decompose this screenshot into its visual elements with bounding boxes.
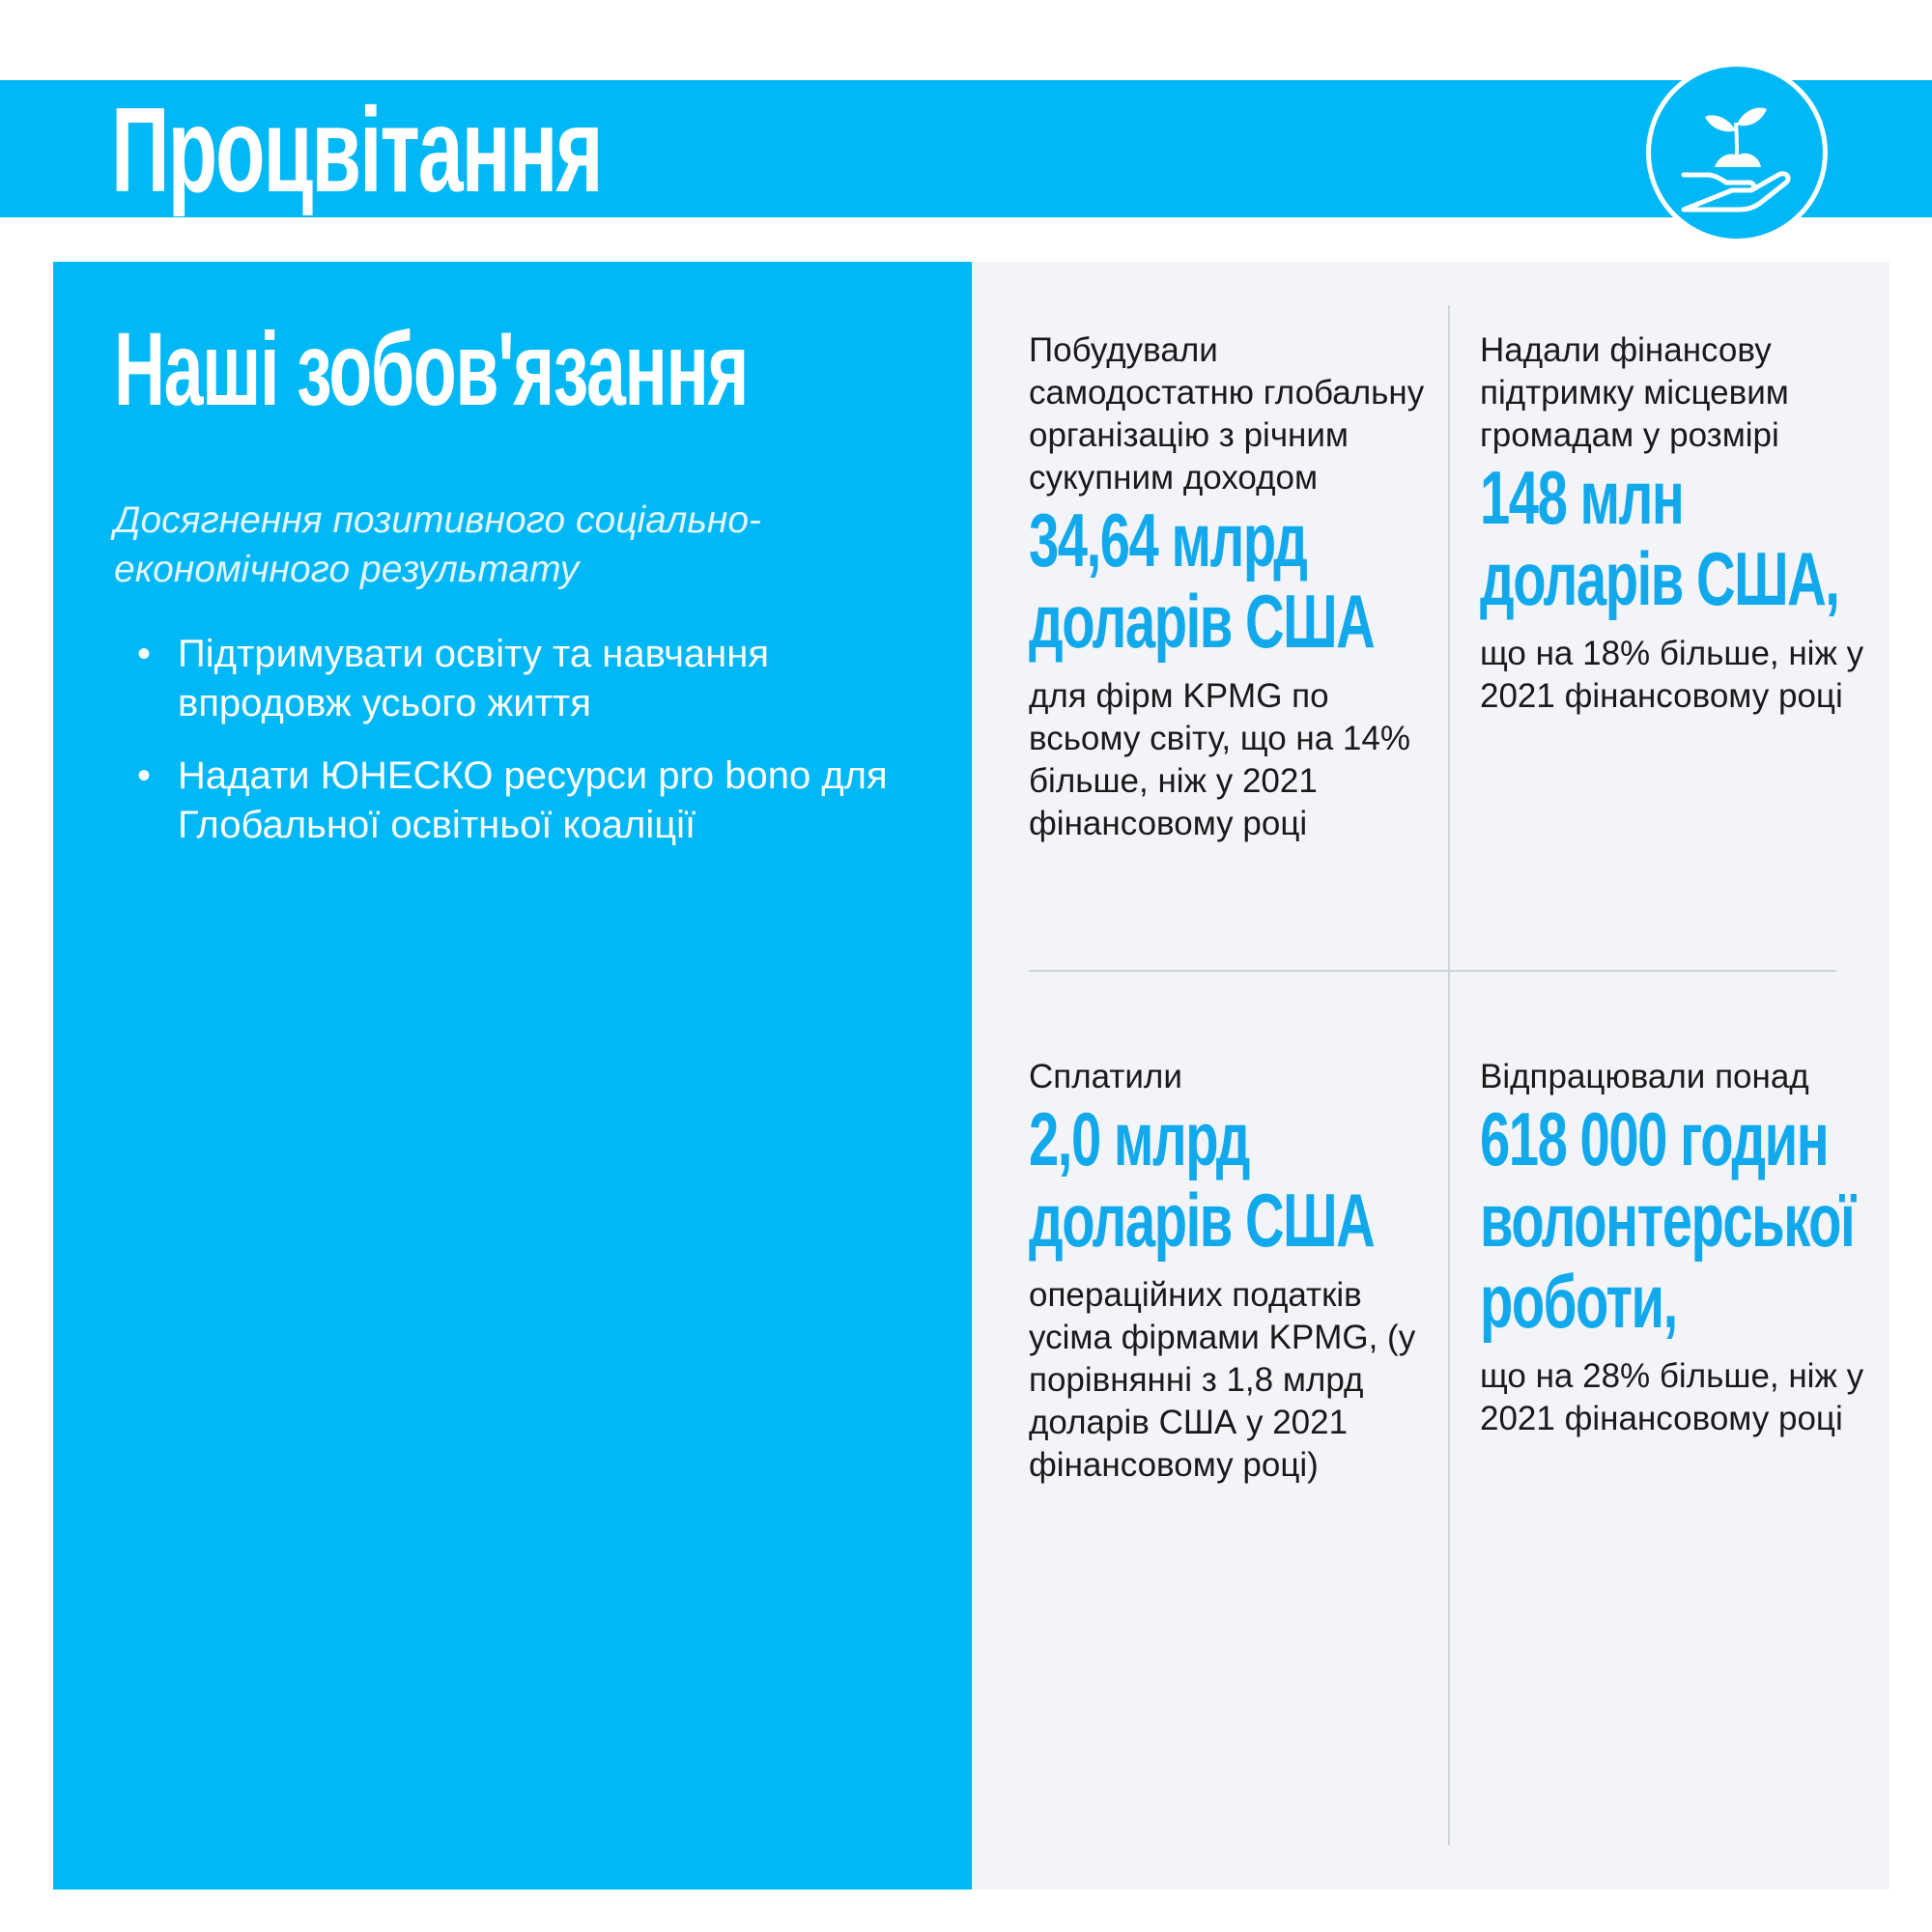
stat-description: для фірм KPMG по всьому світу, що на 14% більше, ніж у 2021 фінансовому році: [1029, 677, 1410, 842]
stat-volunteer-hours: [1480, 1056, 1886, 1440]
stat-description: операційних податків усіма фірмами KPMG, (у порівнянні з 1,8 млрд доларів США у 2021 фінансовому році): [1029, 1276, 1416, 1484]
stat-value: 148 млн: [1480, 455, 1684, 540]
commitments-list: [114, 630, 925, 873]
horizontal-divider: [1029, 970, 1836, 972]
stat-community-support: [1480, 329, 1866, 718]
list-item-text: Підтримувати освіту та навчання впродовж усього життя: [178, 633, 769, 724]
commitments-subtitle: Досягнення позитивного соціально-економічного результату: [114, 499, 762, 590]
stat-description: що на 28% більше, ніж у 2021 фінансовому році: [1480, 1357, 1864, 1437]
page-title: Процвітання: [111, 84, 602, 217]
stat-taxes: [1029, 1056, 1435, 1487]
list-item-text: Надати ЮНЕСКО ресурси pro bono для Глобальної освітньої коаліції: [178, 754, 888, 846]
commitments-title: Наші зобов'язання: [114, 310, 748, 427]
stat-intro: Надали фінансову підтримку місцевим громадам у розмірі: [1480, 331, 1789, 454]
stat-intro: Відпрацювали понад: [1480, 1058, 1809, 1095]
stat-value-unit: доларів США: [1029, 1178, 1375, 1263]
stat-value: 618 000 годин: [1480, 1096, 1829, 1181]
vertical-divider: [1448, 305, 1450, 1845]
stat-description: що на 18% більше, ніж у 2021 фінансовому році: [1480, 635, 1864, 715]
stat-value-unit: волонтерської: [1480, 1178, 1855, 1263]
prosperity-badge: [1646, 62, 1828, 243]
stat-revenue: [1029, 329, 1435, 845]
stat-value-unit: доларів США: [1029, 579, 1375, 664]
stat-value-unit: доларів США,: [1480, 536, 1839, 621]
stat-value-unit: роботи,: [1480, 1259, 1677, 1344]
bullet-icon: •: [137, 754, 152, 797]
list-item: [114, 752, 925, 850]
hand-with-sprout-icon: [1651, 67, 1823, 239]
stat-intro: Побудували самодостатню глобальну організацію з річним сукупним доходом: [1029, 331, 1425, 497]
stat-value: 2,0 млрд: [1029, 1096, 1249, 1181]
list-item: [114, 630, 925, 728]
bullet-icon: •: [137, 633, 152, 675]
stat-value: 34,64 млрд: [1029, 497, 1307, 582]
stat-intro: Сплатили: [1029, 1058, 1182, 1095]
